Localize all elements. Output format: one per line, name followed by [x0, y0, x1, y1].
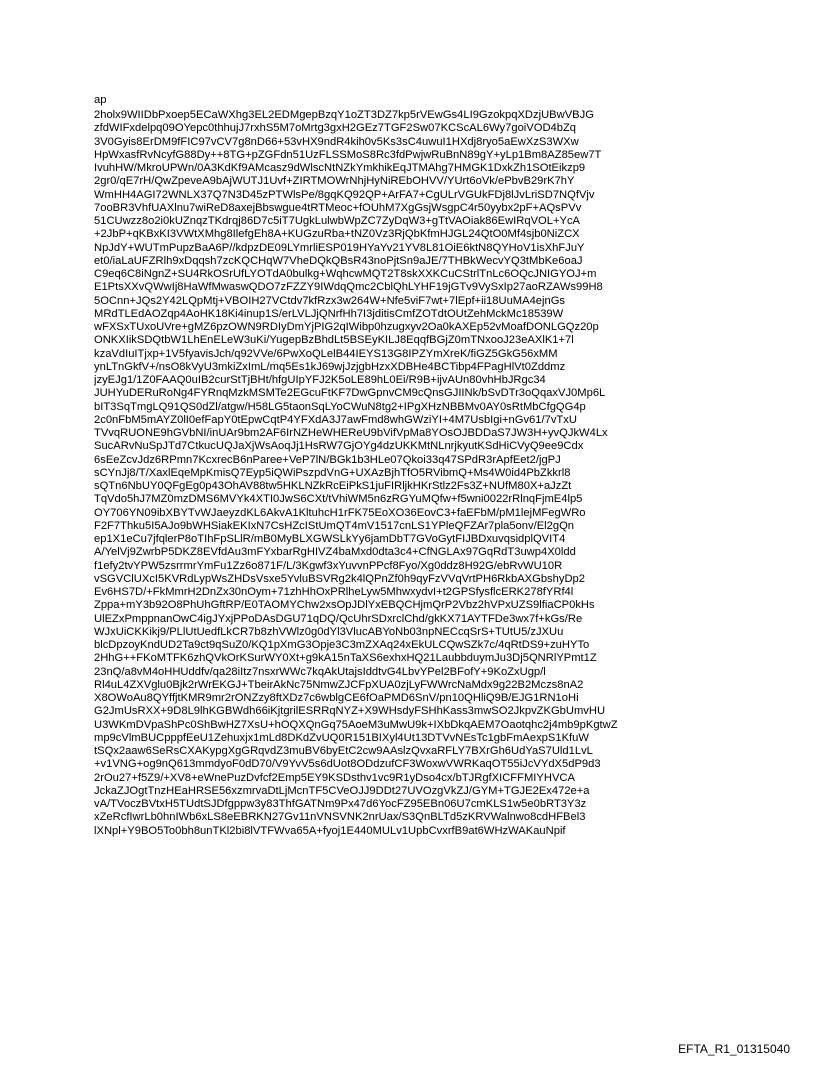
encoded-text-line: 23nQ/a8vM4oHHUddfv/qa28iItz7nsxrWWc7kqAkUtajsIddtvG4LbvYPel2BFofY+9KoZxUgp/l: [94, 665, 546, 678]
encoded-text-line: tSQx2aaw6SeRsCXAKypgXgGRqvdZ3muBV6byEtC2cw9AAslzQvxaRFLY7BXrGh6UdYaS7Uld1LvL: [94, 745, 593, 757]
encoded-text-line: 2rOu27+f5Z9/+XV8+eWnePuzDvfcf2Emp5EY9KSDsthv1vc9R1yDso4cx/bTJRgfXICFFMIYHVCA: [94, 771, 575, 784]
encoded-text-line: ep1X1eCu7jfqlerP8oTIhFpSLlR/mB0MyBLXGWSLkYy6jamDbT7GVoGytFIJBDxuvqsidplQVIT4: [94, 533, 566, 545]
encoded-text-line: JUHYuDERuRoNg4FYRnqMzkMSMTe2EGcuFtKF7DwGpnvCM9cQnsGJIINk/bSvDTr3oQqaxVJ0Mp6L: [94, 387, 606, 400]
encoded-text-line: UlEZxPmppnanOwC4igJYxjPPoDAsDGU71qDQ/QcUhrSDxrclChd/gkKX71AYTFDe3wx7f+kGs/Re: [94, 612, 583, 625]
encoded-text-line: A/YelVj9ZwrbP5DKZ8EVfdAu3mFYxbarRgHIVZ4baMxd0dta3c4+CfNGLAx97GqRdT3uwp4X0ldd: [94, 546, 576, 559]
encoded-text-line: SucARvNuSpJTd7CtkucUQJaXjWsAoqJj1HsRW7GjOYg4dzUKKMtNLnrjkyutKSdHiCVyQ9ee9Cdx: [94, 440, 584, 453]
encoded-text-line: U3WKmDVpaShPc0ShBwHZ7XsU+hOQXQnGq75AoeM3uMwU9k+IXbDkqAEM7Oaotqhc2j4mb9pKgtwZ: [94, 718, 618, 731]
encoded-text-line: sQTn6NbUY0QFgEg0p43OhAV88tw5HKLNZkRcEiPkS1juFIRljkHKrStlz2Fs3Z+NUfM80X+aJzZt: [94, 480, 572, 492]
encoded-text-line: E1PtsXXvQWwIj8HaWfMwaswQDO7zFZZY9IWdqQmc2CblQhLYHF19jGTv9VySxIp27aoRZAWs99H8: [94, 281, 603, 294]
encoded-text-line: G2JmUsRXX+9D8L9lhKGBWdh66iKjtgrilESRRqNYZ+X9WHsdyFSHhKass3mwSO2JkpvZKGbUmvHU: [94, 705, 606, 718]
encoded-text-line: Zppa+mY3b92O8PhUhGftRP/E0TAOMYChw2xsOpJDlYxEBQCHjmQrP2Vbz2hVPxUZS9lfiaCP0kHs: [94, 599, 595, 612]
encoded-text-line: jzyEJg1/1Z0FAAQ0uIB2curStTjBHt/hfgUIpYFJ2K5oLE89hL0Ei/R9B+ijvAUn80vhHbJRgc34: [94, 374, 546, 386]
encoded-text-line: HpWxasfRvNcyfG88Dy++8TG+pZGFdn51UzFLSSMoS8Rc3fdPwjwRuBnN89gY+yLp1Bm8AZ85ew7T: [94, 148, 602, 161]
encoded-text-line: OY706YN09ibXBYTvWJaeyzdKL6AkvA1KltuhcH1rFK75EoXO36EovC3+faEFbM/pM1lejMFegWRo: [94, 506, 586, 519]
encoded-text-line: TqVdo5hJ7MZ0mzDMS6MVYk4XTI0JwS6CXt/tVhiWM5n6zRGYuMQfw+f5wni0022rRlnqFjmE4lp5: [94, 493, 583, 506]
encoded-text-line: 7ooBR3VhfUAXlnu7wiReD8axejBbswgue4tRTMeoc+fOUhM7XgGsjWsgpC4r50yybx2pF+AQsPVv: [94, 201, 582, 214]
encoded-text-line: IvuhHW/MkroUPWn/0A3KdKf9AMcasz9dWlscNtNZkYmkhikEqJTMAhg7HMGK1DxkZh1SOtEikzp9: [94, 162, 586, 174]
encoded-text-line: Rl4uL4ZXVglu0Bjk2rWrEKGJ+TbeirAkNc75NmwZJCFpXUA0zjLyFWWrcNaMdx9g22B2Mczs8nA2: [94, 678, 584, 691]
encoded-text-line: +2JbP+qKBxKI3VWtXMhg8IlefgEh8A+KUGzuRba+tNZ0Vz3RjQbKfmHJGL24QtO0Mf4sjb0NiZCX: [94, 228, 580, 241]
document-header-label: ap: [94, 94, 107, 106]
encoded-text-line: mp9cVlmBUCpppfEeU1Zehuxjx1mLd8DKdZvUQ0R151BIXyl4Ut13DTVvNEsTc1gbFmAexpS1KfuW: [94, 731, 589, 744]
encoded-text-line: blcDpzoyKndUD2Ta9ct9qSuZ0/KQ1pXmG3Opje3C3mZXAq24xEkULCQwSZk7c/4qRtDS9+zuHYTo: [94, 639, 590, 651]
encoded-text-line: 2c0nFbM5mAYZ0lI0efFapY0tEpwCqtP4YFXdA3J7awFmd8whGWziYI+4M7UsbIgi+nGv61/7vTxU: [94, 413, 577, 426]
encoded-text-line: 2HhG++FKoMTFK6zhQVkOrKSurWY0Xt+g9kA15nTaXS6exhxHQ21LaubbduymJu3Dj5QNRlYPmt1Z: [94, 652, 597, 665]
encoded-text-line: 2holx9WIIDbPxoep5ECaWXhg3EL2EDMgepBzqY1oZT3DZ7kp5rVEwGs4LI9GzokpqXDzjUBwVBJG: [94, 109, 594, 121]
encoded-text-line: 6sEeZcvJdz6RPmn7KcxrecB6nParee+VeP7lN/BGk1b3HLe07Qkoi33q47SPdR3rApfEet2/jgPJ: [94, 453, 561, 466]
encoded-text-line: vA/TVoczBVtxH5TUdtSJDfgppw3y83ThfGATNm9Px47d6YocFZ95EBn06U7cmKLS1w5e0bRT3Y3z: [94, 798, 587, 810]
encoded-text-line: Ev6HS7D/+FkMmrH2DnZx30nOym+71zhHhOxPRlheLyw5MhwxydvI+t2GPSfysflcERK278fYRf4l: [94, 586, 574, 598]
encoded-text-line: WJxUiCKKikj9/PLlUtUedfLkCR7b8zhVWlz0g0dYl3VlucABYoNb03npNECcqSrS+TUtU5/zJXUu: [94, 625, 564, 638]
encoded-text-line: F2F7Thku5I5AJo9bWHSiakEKIxN7CsHZcIStUmQT4mV1517cnLS1YPleQFZAr7pla5onv/El2gQn: [94, 519, 575, 532]
encoded-text-line: X8OWoAu8QYffjtKMR9mr2rONZzy8ftXDz7c6wblgCE6fOaPMD6SnV/pn10QHliQ9B/EJG1RN1oHi: [94, 692, 579, 704]
encoded-text-line: +v1VNG+og9nQ613mmdyoF0dD70/V9YvV5s6dUot8ODdzufCF3WoxwVWRKaqOT55iJcVYdX5dP9d3: [94, 758, 601, 771]
encoded-text-line: 5OCnn+JQs2Y42LQpMtj+VBOIH27VCtdv7kfRzx3w264W+Nfe5viF7wt+7lEpf+ii18UuMA4ejnGs: [94, 294, 566, 307]
encoded-text-line: xZeRcfIwrLb0hnIWb6xLS8eEBRKN27Gv11nVNSVNK2nrUax/S3QnBLTd5zKRVWalnwo8cdHFBel3: [94, 811, 586, 824]
encoded-text-line: ONKXIikSDQtbW1LhEnELeW3uKi/YugepBzBhdLt5BSEyKILJ8EqqfBGjZ0mTNxooJ23eAXlK1+7l: [94, 334, 574, 347]
encoded-text-line: ynLTnGkfV+/nsO8kVyU3mkiZxImL/mq5Es1kJ69wjJzjgbHzxXDBHe4BCTibp4FPagHlVt0Zddmz: [94, 360, 566, 373]
encoded-text-line: sCYnJj8/T/XaxlEqeMpKmisQ7Eyp5iQWiPszpdVnG+UXAzBjhTfO5RVibmQ+Ms4W0id4PbZkkrl8: [94, 466, 571, 479]
encoded-text-line: 51CUwzz8o2i0kUZnqzTKdrqj86D7c5iT7UgkLulwbWpZC7ZyDqW3+gTtVAOiak86EwIRqVOL+YcA: [94, 215, 581, 227]
encoded-text-line: vSGVClUXcI5KVRdLypWsZHDsVsxe5YvluBSVRg2k4lQPnZf0h9qyFzVVqVrtPH6RkbAXGbshyDp2: [94, 572, 585, 585]
encoded-text-line: C9eq6C8iNgnZ+SU4RkOSrUfLYOTdA0bulkg+WqhcwMQT2T8skXXKCuCStrlTnLc6OQcJNIGYOJ+m: [94, 268, 597, 280]
encoded-text-line: f1efy2tvYPW5zsrrmrYmFu1Zz6o871F/L/3Kgwf3xYuvvnPPcf8Fyo/Xg0ddz8H92G/ebRvWU10R: [94, 559, 563, 572]
encoded-text-line: et0/iaLaUFZRlh9xDqqsh7zcKQCHqW7VheDQkQBsR43noPjtSn9aJE/7THBkWecvYQ3tMbKe6oaJ: [94, 254, 583, 267]
encoded-text-line: NpJdY+WUTmPupzBaA6P//kdpzDE09LYmrliESP019HYaYv21YV8L81OiE6ktN8QYHoV1isXhFJuY: [94, 241, 585, 254]
encoded-text-line: zfdWIFxdelpq09OYepc0thhujJ7rxhS5M7oMrtg3gxH2GEz7TGF2Sw07KCScAL6Wy7goiVOD4bZq: [94, 122, 577, 135]
encoded-text-line: lXNpl+Y9BO5To0bh8unTKl2bi8lVTFWva65A+fyoj1E440MULv1UpbCvxrfB9at6WHzWAKauNpif: [94, 824, 566, 837]
encoded-text-line: JckaZJOgtTnzHEaHRSE56xzmrvaDtLjMcnTF5CVeOJJ9DDt27UVOzgVkZJ/GYM+TGJE2Ex472e+a: [94, 784, 590, 797]
encoded-text-line: 3V0Gyis8ErDM9fFIC97vCV7g8nD66+53vHX9ndR4kih0v5Ks3sC4uwuI1HXdj8ryo5aEwXzS3WXw: [94, 135, 579, 148]
bates-number: EFTA_R1_01315040: [678, 1042, 790, 1056]
encoded-text-line: WmHH4AGI72WNLX37Q7N3D45zPTWlsPe/8gqKQ92QP+ArFA7+CgULrVGUkFDj8lJvLriSD7NQfVjv: [94, 188, 595, 201]
encoded-text-line: 2gr0/qE7rH/QwZpeveA9bAjWUTJ1Uvf+ZIRTMOWrNhjHyNiREbOHVV/YUrt6oVk/ePbvB29rK7hY: [94, 175, 575, 188]
encoded-text-line: kzaVdIuITjxp+1V5fyavisJch/q92VVe/6PwXoQLelB44IEYS13G8IPZYmXreK/fiGZ5GkG56xMM: [94, 347, 558, 360]
encoded-text-line: wFXSxTUxoUVre+gMZ6pzOWN9RDIyDmYjPIG2qIWibp0hzugxyv2Oa0kAXEp52vMoafDONLGQz20p: [94, 321, 599, 333]
encoded-text-line: MRdTLEdAOZqp4AoHK18Ki4inup1S/erLVLJjQNrfHh7I3jditisCmfZOTdtOUtZehMckMc18539W: [94, 307, 564, 320]
encoded-text-block: [94, 109, 784, 838]
encoded-text-line: bIT3SqTmgLQ91QS0dZl/atgw/H58LG5taonSqLYoCWuN8tg2+IPgXHzNBBMv0AY0sRtMbCfgQG4p: [94, 400, 586, 413]
encoded-text-line: TVvqRUONE9hGVbNI/inUAr9bm2AF6IrNZHeWHEReU9bVifVpMa8YOsOJBDDaS7JW3H+yvQJkW4Lx: [94, 427, 608, 439]
